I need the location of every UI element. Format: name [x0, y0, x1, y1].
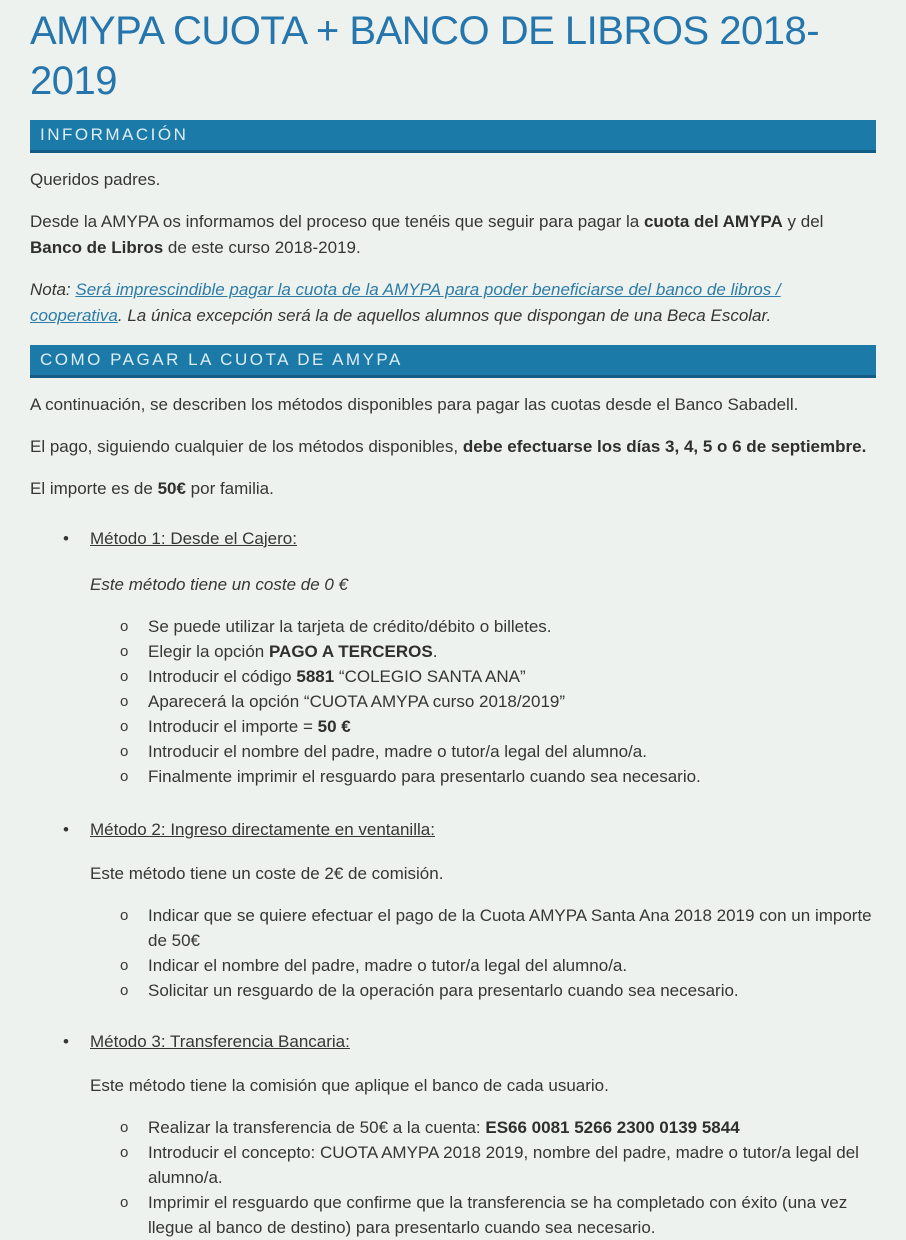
method-3-heading-text: Método 3: Transferencia Bancaria: — [90, 1032, 350, 1051]
item-text: Introducir el código — [148, 667, 297, 686]
method-2-note: Este método tiene un coste de 2€ de comisión. — [90, 864, 444, 883]
list-item — [120, 978, 876, 1003]
list-item — [120, 614, 876, 639]
circle-bullet-icon: o — [120, 982, 129, 999]
amount-bold: 50€ — [157, 479, 186, 498]
item-text: Realizar la transferencia de 50€ a la cuenta: — [148, 1118, 486, 1137]
page-title: AMYPA CUOTA + BANCO DE LIBROS 2018-2019 — [30, 9, 820, 103]
list-item — [120, 953, 876, 978]
list-item — [120, 664, 876, 689]
intro-paragraph — [30, 209, 876, 261]
payment-dates-paragraph — [30, 434, 876, 460]
circle-bullet-icon: o — [120, 643, 129, 660]
greeting-paragraph: Queridos padres. — [30, 170, 161, 189]
intro-bold-banco: Banco de Libros — [30, 238, 164, 257]
list-item — [120, 903, 876, 953]
intro-text: Desde la AMYPA os informamos del proceso que tenéis que seguir para pagar la — [30, 212, 644, 231]
list-item — [120, 739, 876, 764]
amount-text: por familia. — [185, 479, 274, 498]
method-2-heading — [63, 817, 876, 843]
list-item-text: Indicar que se quiere efectuar el pago de la Cuota AMYPA Santa Ana 2018 2019 con un importe de 50€ — [148, 906, 872, 950]
list-item — [120, 689, 876, 714]
list-item-text: Introducir el nombre del padre, madre o tutor/a legal del alumno/a. — [148, 742, 647, 761]
list-item — [120, 1115, 876, 1140]
item-bold: PAGO A TERCEROS — [268, 642, 433, 661]
list-item — [120, 714, 876, 739]
item-text: . — [432, 642, 438, 661]
item-bold: 50 € — [317, 717, 351, 736]
list-item-text: Imprimir el resguardo que confirme que la transferencia se ha completado con éxito (una vez llegue al banco de destino) para presentarlo cuando sea necesario. — [148, 1193, 848, 1237]
circle-bullet-icon: o — [120, 718, 129, 735]
item-text: “COLEGIO SANTA ANA” — [334, 667, 526, 686]
amount-paragraph — [30, 476, 876, 502]
bullet-icon: • — [63, 1032, 69, 1051]
list-item-text — [148, 714, 876, 739]
nota-paragraph — [30, 277, 876, 329]
method-3-heading — [63, 1029, 876, 1055]
list-item-text: Se puede utilizar la tarjeta de crédito/débito o billetes. — [148, 617, 552, 636]
payment-dates-text: El pago, siguiendo cualquier de los métodos disponibles, — [30, 437, 463, 456]
item-bold: 5881 — [296, 667, 335, 686]
method-3-list — [30, 1115, 876, 1240]
nota-rest: . La única excepción será la de aquellos alumnos que dispongan de una Beca Escolar. — [117, 306, 772, 325]
circle-bullet-icon: o — [120, 743, 129, 760]
circle-bullet-icon: o — [120, 1119, 129, 1136]
list-item-text: Solicitar un resguardo de la operación para presentarlo cuando sea necesario. — [148, 981, 739, 1000]
iban-bold: ES66 0081 5266 2300 0139 5844 — [485, 1118, 740, 1137]
list-item-text: Aparecerá la opción “CUOTA AMYPA curso 2018/2019” — [148, 692, 566, 711]
intro-text: y del — [782, 212, 824, 231]
list-item-text: Introducir el concepto: CUOTA AMYPA 2018 2019, nombre del padre, madre o tutor/a legal del alumno/a. — [148, 1143, 859, 1187]
circle-bullet-icon: o — [120, 957, 129, 974]
bullet-icon: • — [63, 820, 69, 839]
circle-bullet-icon: o — [120, 1194, 129, 1211]
bullet-icon: • — [63, 529, 69, 548]
list-item-text — [148, 1115, 876, 1140]
list-item-text: Indicar el nombre del padre, madre o tutor/a legal del alumno/a. — [148, 956, 628, 975]
circle-bullet-icon: o — [120, 768, 129, 785]
item-text: Elegir la opción — [148, 642, 269, 661]
method-2-heading-text: Método 2: Ingreso directamente en ventanilla: — [90, 820, 435, 839]
method-1-heading — [63, 526, 876, 552]
method-1-heading-text: Método 1: Desde el Cajero: — [90, 529, 297, 548]
method-1-note: Este método tiene un coste de 0 € — [90, 575, 349, 594]
circle-bullet-icon: o — [120, 668, 129, 685]
list-item — [120, 1190, 876, 1240]
method-1-list — [30, 614, 876, 789]
intro-text: de este curso 2018-2019. — [163, 238, 361, 257]
nota-link[interactable]: Será imprescindible pagar la cuota de la AMYPA para poder beneficiarse del banco de libros / cooperativa — [30, 280, 781, 325]
methods-intro-paragraph: A continuación, se describen los métodos disponibles para pagar las cuotas desde el Banco Sabadell. — [30, 395, 799, 414]
list-item — [120, 1140, 876, 1190]
circle-bullet-icon: o — [120, 1144, 129, 1161]
circle-bullet-icon: o — [120, 693, 129, 710]
circle-bullet-icon: o — [120, 907, 129, 924]
intro-bold-cuota: cuota del AMYPA — [643, 212, 783, 231]
amount-text: El importe es de — [30, 479, 158, 498]
circle-bullet-icon: o — [120, 618, 129, 635]
section-header-informacion: INFORMACIÓN — [30, 120, 876, 153]
section-header-como-pagar: COMO PAGAR LA CUOTA DE AMYPA — [30, 345, 876, 378]
item-text: Introducir el importe = — [148, 717, 318, 736]
method-3-note: Este método tiene la comisión que aplique el banco de cada usuario. — [90, 1076, 609, 1095]
list-item-text — [148, 664, 876, 689]
list-item-text: Finalmente imprimir el resguardo para presentarlo cuando sea necesario. — [148, 767, 701, 786]
list-item — [120, 639, 876, 664]
nota-label: Nota: — [30, 280, 76, 299]
list-item — [120, 764, 876, 789]
list-item-text — [148, 639, 876, 664]
payment-dates-bold: debe efectuarse los días 3, 4, 5 o 6 de septiembre. — [462, 437, 867, 456]
method-2-list — [30, 903, 876, 1003]
